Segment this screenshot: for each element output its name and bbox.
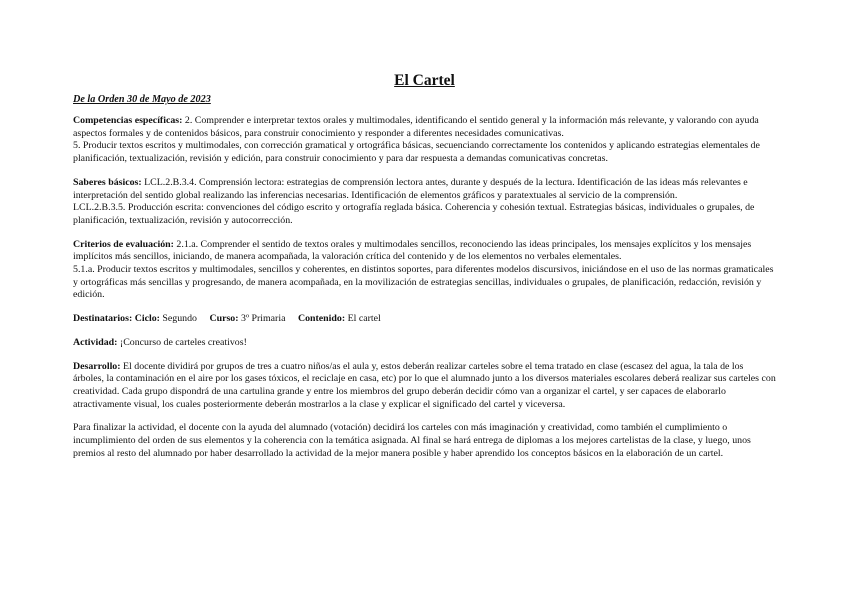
competencias-label: Competencias específicas: (73, 115, 183, 126)
final-text: Para finalizar la actividad, el docente con la ayuda del alumnado (votación) decidirá los carteles con más imaginación y creatividad, como también el cumplimiento o incumplimiento del orden de sus elementos y la coherencia con la temática asignada. Al final se hará entrega de diplomas a los mejores cartelistas de la clase, y luego, unos premios al resto del alumnado por haber desarrollado la actividad de la mejor manera posible y haber aprendido los conceptos básicos en la elaboración de un cartel. (73, 422, 751, 459)
saberes-text-1: LCL.2.B.3.4. Comprensión lectora: estrategias de comprensión lectora antes, durante y después de la lectura. Identificación de las ideas más relevantes e interpretación del sentido global realizando las inferencias necesarias. Identificación de elementos gráficos y paratextuales al servicio de la comprensión. (73, 176, 748, 201)
desarrollo-text: El docente dividirá por grupos de tres a cuatro niños/as el aula y, estos deberán realizar carteles sobre el tema tratado en clase (escasez del agua, la tala de los árboles, la contaminación en el aire por los gases tóxicos, el reciclaje en casa, etc) por lo que el alumnado junto a los diversos materiales escolares deberá realizar sus carteles con creatividad. Cada grupo dispondrá de una cartulina grande y entre los miembros del grupo deberán decidir cómo van a organizar el cartel, y ser capaces de elaborarlo atractivamente visual, los cuales posteriormente deberán mostrarlos a la clase y explicar el significado del cartel y viceversa. (73, 360, 776, 410)
competencias-text-2: 5. Producir textos escritos y multimodales, con corrección gramatical y ortográfica básicas, secuenciando correctamente los contenidos y aplicando estrategias elementales de planificación, textualización, revisión y edición, para construir conocimiento y para dar respuesta a demandas comunicativas concretas. (73, 140, 760, 165)
section-desarrollo (73, 361, 776, 412)
competencias-text-1: 2. Comprender e interpretar textos orales y multimodales, identificando el sentido general y la información más relevante, y valorando con ayuda aspectos formales y de contenidos básicos, para construir conocimiento y responder a diferentes necesidades comunicativas. (73, 115, 759, 139)
criterios-label: Criterios de evaluación: (73, 238, 174, 250)
section-final (73, 422, 776, 460)
section-saberes (73, 177, 776, 228)
desarrollo-label: Desarrollo: (73, 360, 121, 372)
saberes-paragraph-1 (73, 177, 776, 202)
ciclo-value: Segundo (162, 313, 197, 325)
contenido-label: Contenido: (297, 313, 346, 325)
actividad-text: ¡Concurso de carteles creativos! (119, 336, 247, 348)
criterios-paragraph-1 (73, 239, 776, 264)
actividad-label: Actividad: (73, 336, 118, 348)
section-actividad (73, 337, 776, 350)
desarrollo-paragraph (73, 361, 776, 412)
contenido-value: El cartel (347, 313, 381, 325)
section-criterios (73, 239, 776, 303)
page-title: El Cartel (394, 72, 455, 89)
saberes-text-2: LCL.2.B.3.5. Producción escrita: convenciones del código escrito y ortografía reglada básica. Coherencia y cohesión textual. Estrategias básicas, individuales o grupales, de planificación, textualización, revisión y autocorrección. (73, 202, 755, 226)
competencias-paragraph-1 (73, 115, 776, 140)
curso-value: 3º Primaria (241, 313, 286, 325)
criterios-text-1: 2.1.a. Comprender el sentido de textos orales y multimodales sencillos, reconociendo las ideas principales, los mensajes explícitos y los mensajes implícitos más sencillos, iniciando, de manera acompañada, la valoración crítica del contenido y de los elementos no verbales elementales. (73, 238, 752, 263)
saberes-label: Saberes básicos: (73, 176, 142, 188)
criterios-text-2: 5.1.a. Producir textos escritos y multimodales, sencillos y coherentes, en distintos soportes, para diferentes modelos discursivos, iniciándose en el uso de las normas gramaticales y ortográficas más sencillas y progresando, de manera acompañada, en la movilización de estrategias sencillas, individuales o grupales, de planificación, redacción, revisión y edición. (73, 264, 774, 301)
page-subtitle: De la Orden 30 de Mayo de 2023 (73, 94, 211, 105)
section-destinatarios (73, 313, 776, 326)
section-competencias (73, 115, 776, 166)
ciclo-label: Ciclo: (134, 313, 160, 325)
curso-label: Curso: (209, 313, 239, 325)
destinatarios-label: Destinatarios: (73, 313, 133, 325)
